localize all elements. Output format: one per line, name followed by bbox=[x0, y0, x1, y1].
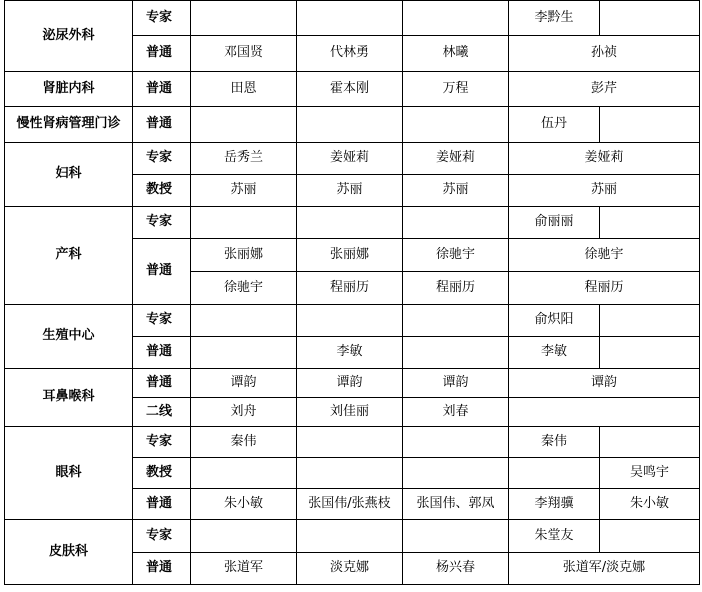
cell bbox=[191, 458, 297, 489]
cell: 谭韵 bbox=[191, 369, 297, 398]
cell: 谭韵 bbox=[509, 369, 700, 398]
cell: 伍丹 bbox=[509, 107, 600, 143]
cell: 李黔生 bbox=[509, 1, 600, 36]
cell: 杨兴春 bbox=[403, 553, 509, 585]
table-row bbox=[5, 520, 700, 553]
cell: 李敏 bbox=[509, 337, 600, 369]
cell bbox=[403, 1, 509, 36]
cell bbox=[600, 207, 700, 239]
cell bbox=[297, 520, 403, 553]
clinic-type: 普通 bbox=[133, 337, 191, 369]
cell: 李敏 bbox=[297, 337, 403, 369]
cell: 吴鸣宇 bbox=[600, 458, 700, 489]
cell: 谭韵 bbox=[403, 369, 509, 398]
cell: 姜娅莉 bbox=[403, 143, 509, 175]
cell: 谭韵 bbox=[297, 369, 403, 398]
cell bbox=[297, 458, 403, 489]
cell: 朱小敏 bbox=[600, 489, 700, 520]
cell bbox=[191, 337, 297, 369]
clinic-type: 教授 bbox=[133, 458, 191, 489]
cell bbox=[509, 398, 700, 427]
clinic-type: 专家 bbox=[133, 427, 191, 458]
cell: 彭芹 bbox=[509, 72, 700, 107]
table-row bbox=[5, 107, 700, 143]
cell: 徐驰宇 bbox=[191, 272, 297, 305]
cell bbox=[600, 427, 700, 458]
cell bbox=[600, 1, 700, 36]
cell: 刘舟 bbox=[191, 398, 297, 427]
cell bbox=[600, 337, 700, 369]
clinic-type: 普通 bbox=[133, 107, 191, 143]
clinic-type: 普通 bbox=[133, 72, 191, 107]
cell: 邓国贤 bbox=[191, 36, 297, 72]
dept-name: 产科 bbox=[5, 207, 133, 305]
clinic-type: 专家 bbox=[133, 207, 191, 239]
clinic-type: 专家 bbox=[133, 1, 191, 36]
cell: 程丽历 bbox=[297, 272, 403, 305]
clinic-type: 普通 bbox=[133, 36, 191, 72]
clinic-type: 二线 bbox=[133, 398, 191, 427]
cell: 万程 bbox=[403, 72, 509, 107]
cell bbox=[403, 520, 509, 553]
cell bbox=[600, 520, 700, 553]
cell bbox=[509, 458, 600, 489]
cell: 刘春 bbox=[403, 398, 509, 427]
cell bbox=[297, 107, 403, 143]
dept-name: 慢性肾病管理门诊 bbox=[5, 107, 133, 143]
cell: 刘佳丽 bbox=[297, 398, 403, 427]
cell bbox=[297, 207, 403, 239]
dept-name: 耳鼻喉科 bbox=[5, 369, 133, 427]
cell: 徐驰宇 bbox=[403, 239, 509, 272]
clinic-type: 专家 bbox=[133, 305, 191, 337]
cell bbox=[403, 305, 509, 337]
cell: 徐驰宇 bbox=[509, 239, 700, 272]
cell: 程丽历 bbox=[509, 272, 700, 305]
cell bbox=[403, 458, 509, 489]
table-row bbox=[5, 369, 700, 398]
clinic-type: 教授 bbox=[133, 175, 191, 207]
cell bbox=[403, 207, 509, 239]
clinic-type: 普通 bbox=[133, 239, 191, 305]
table-row bbox=[5, 1, 700, 36]
cell: 淡克娜 bbox=[297, 553, 403, 585]
table-row bbox=[5, 305, 700, 337]
cell: 苏丽 bbox=[403, 175, 509, 207]
cell: 苏丽 bbox=[191, 175, 297, 207]
cell bbox=[600, 107, 700, 143]
table-row bbox=[5, 72, 700, 107]
clinic-type: 普通 bbox=[133, 489, 191, 520]
cell: 张丽娜 bbox=[297, 239, 403, 272]
cell bbox=[403, 337, 509, 369]
cell: 张国伟/张燕枝 bbox=[297, 489, 403, 520]
clinic-type: 普通 bbox=[133, 553, 191, 585]
cell: 朱小敏 bbox=[191, 489, 297, 520]
cell: 程丽历 bbox=[403, 272, 509, 305]
cell: 姜娅莉 bbox=[297, 143, 403, 175]
cell bbox=[191, 107, 297, 143]
cell bbox=[403, 427, 509, 458]
cell: 李翔骥 bbox=[509, 489, 600, 520]
dept-name: 眼科 bbox=[5, 427, 133, 520]
clinic-type: 专家 bbox=[133, 143, 191, 175]
cell: 姜娅莉 bbox=[509, 143, 700, 175]
table-row bbox=[5, 427, 700, 458]
clinic-type: 专家 bbox=[133, 520, 191, 553]
cell: 张国伟、郭凤 bbox=[403, 489, 509, 520]
cell bbox=[191, 305, 297, 337]
cell: 林曦 bbox=[403, 36, 509, 72]
cell bbox=[297, 305, 403, 337]
cell bbox=[403, 107, 509, 143]
cell bbox=[191, 520, 297, 553]
dept-name: 生殖中心 bbox=[5, 305, 133, 369]
cell: 霍本刚 bbox=[297, 72, 403, 107]
table-row bbox=[5, 143, 700, 175]
cell: 田恩 bbox=[191, 72, 297, 107]
cell: 孙祯 bbox=[509, 36, 700, 72]
cell: 岳秀兰 bbox=[191, 143, 297, 175]
cell bbox=[191, 207, 297, 239]
cell bbox=[297, 1, 403, 36]
cell: 苏丽 bbox=[297, 175, 403, 207]
clinic-type: 普通 bbox=[133, 369, 191, 398]
cell: 俞丽丽 bbox=[509, 207, 600, 239]
cell: 张道军/淡克娜 bbox=[509, 553, 700, 585]
cell: 秦伟 bbox=[191, 427, 297, 458]
cell bbox=[191, 1, 297, 36]
cell: 张丽娜 bbox=[191, 239, 297, 272]
cell: 张道军 bbox=[191, 553, 297, 585]
dept-name: 肾脏内科 bbox=[5, 72, 133, 107]
dept-name: 妇科 bbox=[5, 143, 133, 207]
cell: 秦伟 bbox=[509, 427, 600, 458]
dept-name: 泌尿外科 bbox=[5, 1, 133, 72]
dept-name: 皮肤科 bbox=[5, 520, 133, 585]
cell: 朱堂友 bbox=[509, 520, 600, 553]
cell bbox=[297, 427, 403, 458]
cell: 代林勇 bbox=[297, 36, 403, 72]
cell bbox=[600, 305, 700, 337]
cell: 苏丽 bbox=[509, 175, 700, 207]
schedule-table bbox=[4, 0, 700, 585]
table-row bbox=[5, 207, 700, 239]
cell: 俞炽阳 bbox=[509, 305, 600, 337]
